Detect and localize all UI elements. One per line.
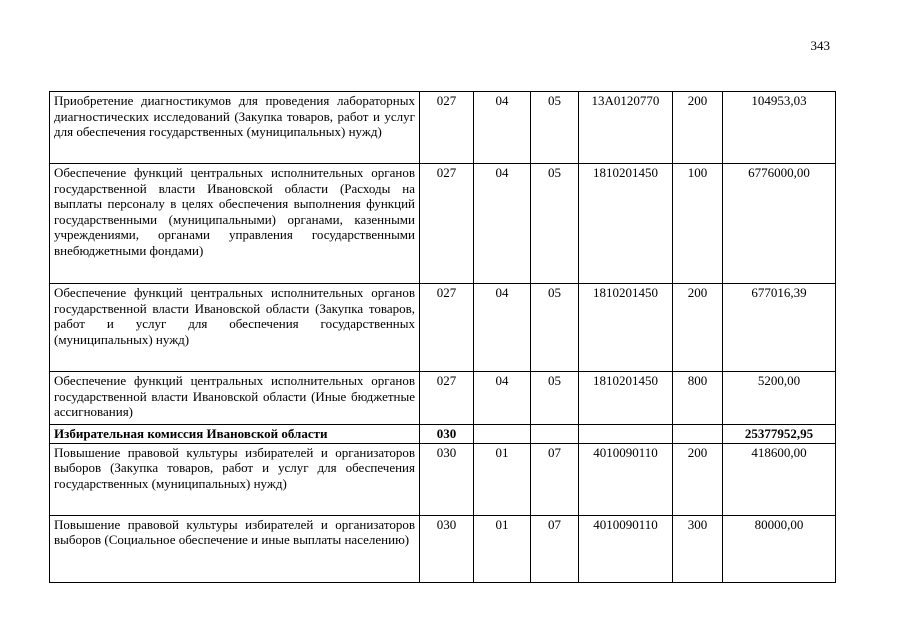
row-expense-type: 200 [673,443,723,515]
row-amount: 5200,00 [723,372,836,425]
row-grbs-code: 030 [420,425,474,444]
row-expense-type [673,425,723,444]
row-expense-type: 300 [673,515,723,582]
table-row [50,164,836,284]
row-target-code: 1810201450 [579,164,673,284]
row-subsection-code [531,425,579,444]
row-amount: 418600,00 [723,443,836,515]
row-target-code: 1810201450 [579,372,673,425]
row-grbs-code: 027 [420,284,474,372]
row-section-code: 04 [474,164,531,284]
row-grbs-code: 030 [420,515,474,582]
row-description: Обеспечение функций центральных исполнительных органов государственной власти Ивановской области (Расходы на выплаты персоналу в целях обеспечения выполнения функций государственными (муниципальными) органами, казенными учреждениями, органами управления государственными внебюджетными фондами) [50,164,420,284]
row-target-code: 13А0120770 [579,92,673,164]
row-subsection-code: 07 [531,443,579,515]
table-row-section-header [50,425,836,444]
row-amount: 80000,00 [723,515,836,582]
table-row [50,284,836,372]
row-section-code: 04 [474,92,531,164]
row-grbs-code: 027 [420,164,474,284]
row-section-code: 01 [474,443,531,515]
row-grbs-code: 027 [420,92,474,164]
row-amount: 6776000,00 [723,164,836,284]
row-subsection-code: 05 [531,284,579,372]
row-section-code [474,425,531,444]
row-expense-type: 800 [673,372,723,425]
row-target-code: 4010090110 [579,443,673,515]
row-target-code: 4010090110 [579,515,673,582]
row-amount: 677016,39 [723,284,836,372]
row-target-code [579,425,673,444]
row-description: Повышение правовой культуры избирателей и организаторов выборов (Закупка товаров, работ и услуг для обеспечения государственных (муниципальных) нужд) [50,443,420,515]
row-section-code: 04 [474,284,531,372]
row-description: Обеспечение функций центральных исполнительных органов государственной власти Ивановской области (Закупка товаров, работ и услуг для обеспечения государственных (муниципальных) нужд) [50,284,420,372]
row-amount: 25377952,95 [723,425,836,444]
row-subsection-code: 05 [531,92,579,164]
row-expense-type: 200 [673,284,723,372]
row-amount: 104953,03 [723,92,836,164]
row-description: Избирательная комиссия Ивановской области [50,425,420,444]
row-subsection-code: 05 [531,372,579,425]
row-expense-type: 200 [673,92,723,164]
row-subsection-code: 07 [531,515,579,582]
row-target-code: 1810201450 [579,284,673,372]
row-subsection-code: 05 [531,164,579,284]
page-number: 343 [810,38,830,53]
row-expense-type: 100 [673,164,723,284]
table-row [50,372,836,425]
row-grbs-code: 030 [420,443,474,515]
row-grbs-code: 027 [420,372,474,425]
row-description: Повышение правовой культуры избирателей и организаторов выборов (Социальное обеспечение и иные выплаты населению) [50,515,420,582]
budget-table [49,91,836,583]
row-section-code: 04 [474,372,531,425]
row-description: Обеспечение функций центральных исполнительных органов государственной власти Ивановской области (Иные бюджетные ассигнования) [50,372,420,425]
table-row [50,443,836,515]
row-description: Приобретение диагностикумов для проведения лабораторных диагностических исследований (Закупка товаров, работ и услуг для обеспечения государственных (муниципальных) нужд) [50,92,420,164]
table-row [50,515,836,582]
table-row [50,92,836,164]
row-section-code: 01 [474,515,531,582]
